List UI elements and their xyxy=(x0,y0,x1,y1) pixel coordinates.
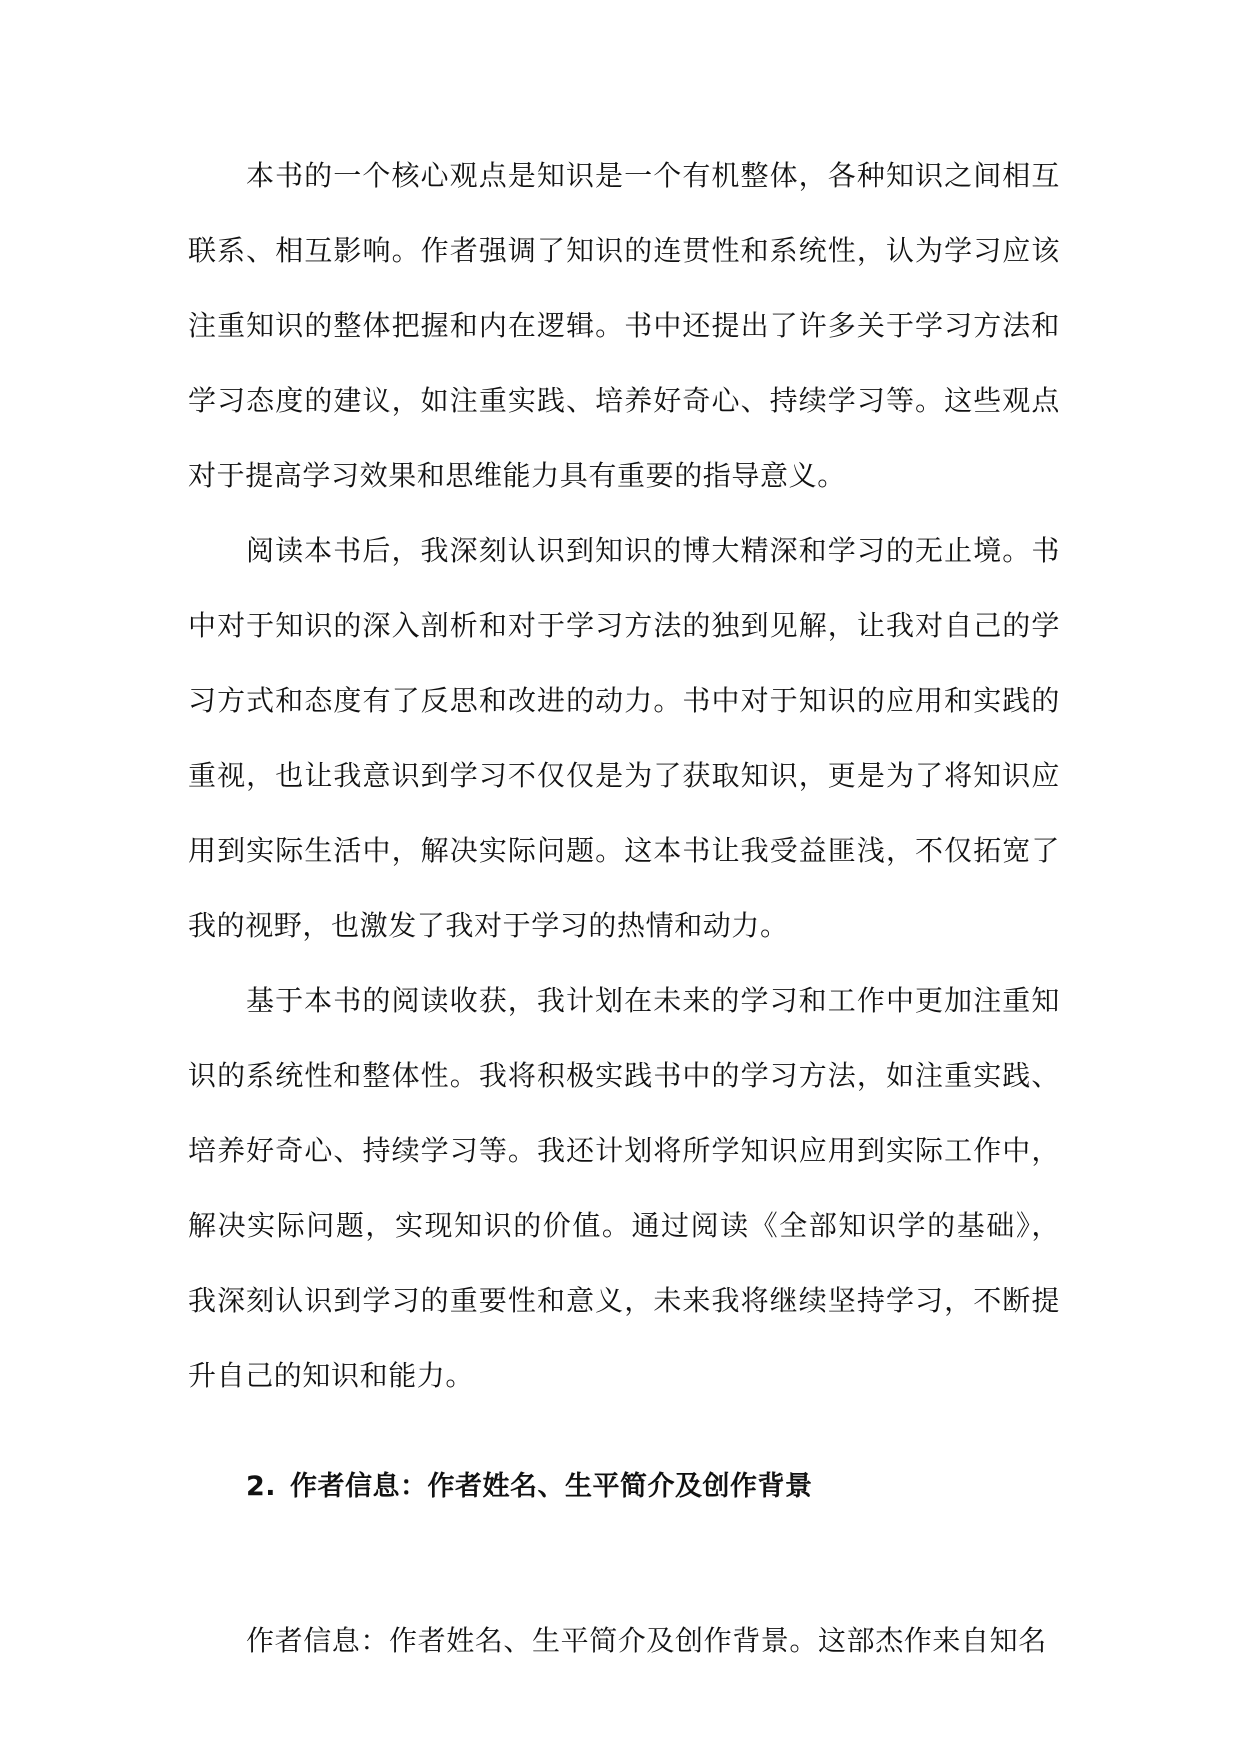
section-heading xyxy=(246,1467,813,1507)
section-number: 2. xyxy=(246,1471,277,1502)
body-paragraph-3: 基于本书的阅读收获，我计划在未来的学习和工作中更加注重知识的系统性和整体性。我将积极实践书中的学习方法，如注重实践、培养好奇心、持续学习等。我还计划将所学知识应用到实际工作中，解决实际问题，实现知识的价值。通过阅读《全部知识学的基础》，我深刻认识到学习的重要性和意义，未来我将继续坚持学习，不断提升自己的知识和能力。 xyxy=(188,984,1060,1392)
section-paragraph: 作者信息：作者姓名、生平简介及创作背景。这部杰作来自知名 xyxy=(246,1624,1047,1657)
body-paragraph-1: 本书的一个核心观点是知识是一个有机整体，各种知识之间相互联系、相互影响。作者强调了知识的连贯性和系统性，认为学习应该注重知识的整体把握和内在逻辑。书中还提出了许多关于学习方法和学习态度的建议，如注重实践、培养好奇心、持续学习等。这些观点对于提高学习效果和思维能力具有重要的指导意义。 xyxy=(188,159,1060,492)
body-paragraph-2: 阅读本书后，我深刻认识到知识的博大精深和学习的无止境。书中对于知识的深入剖析和对于学习方法的独到见解，让我对自己的学习方式和态度有了反思和改进的动力。书中对于知识的应用和实践的重视，也让我意识到学习不仅仅是为了获取知识，更是为了将知识应用到实际生活中，解决实际问题。这本书让我受益匪浅，不仅拓宽了我的视野，也激发了我对于学习的热情和动力。 xyxy=(188,534,1060,942)
section-title: 作者信息：作者姓名、生平简介及创作背景 xyxy=(290,1471,813,1502)
